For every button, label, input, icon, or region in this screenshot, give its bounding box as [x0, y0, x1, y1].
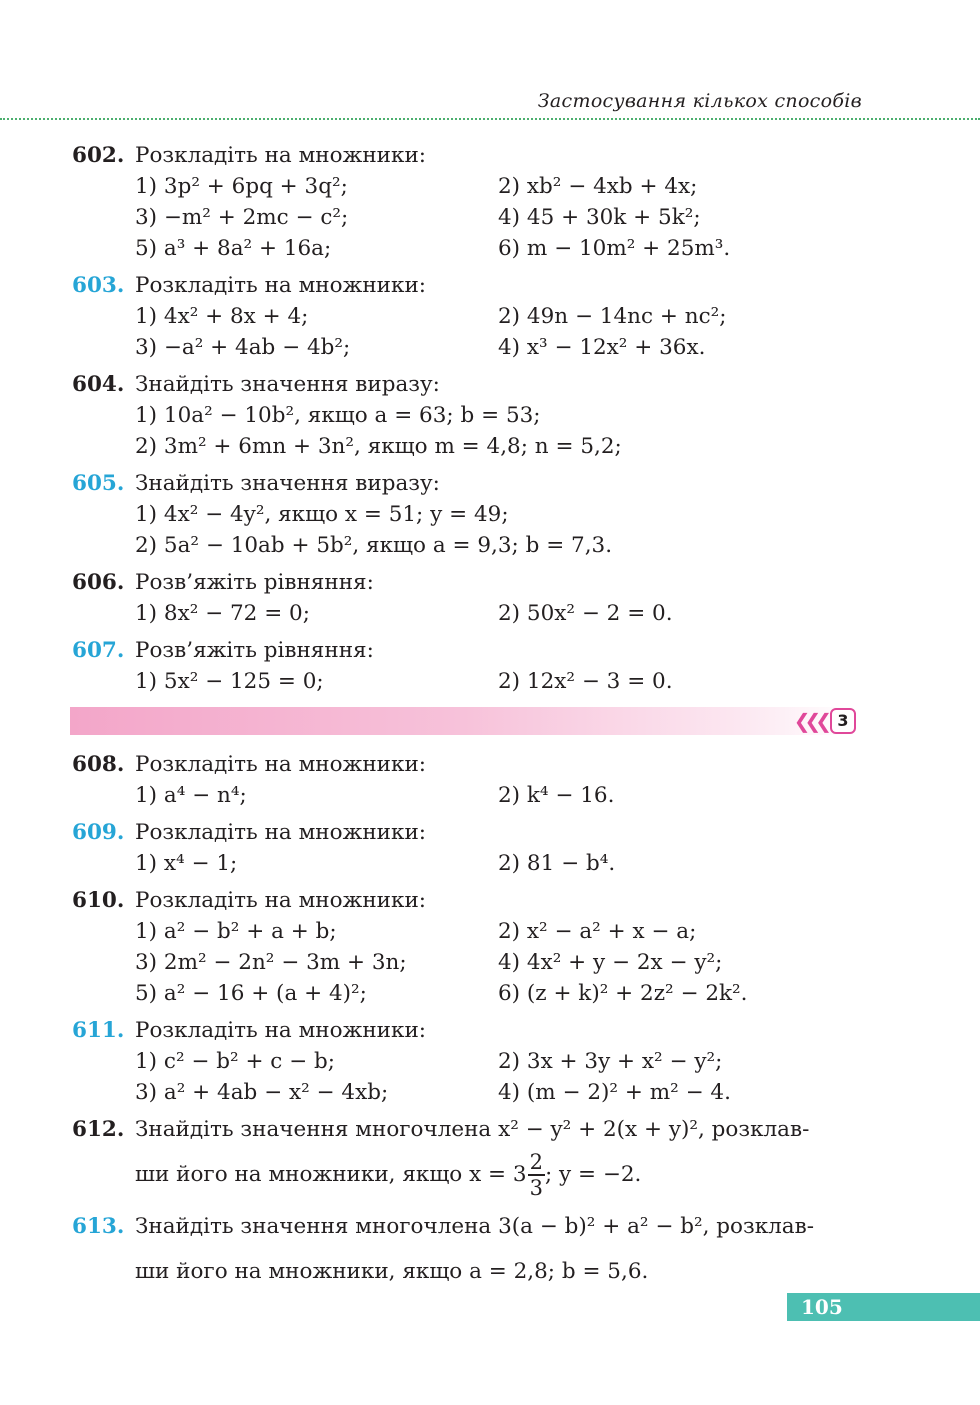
exercise-number: 604. [72, 372, 125, 397]
exercise-prompt: Розкладіть на множники: [135, 1018, 427, 1043]
exercise-prompt: Знайдіть значення виразу: [135, 471, 440, 496]
exercise-number: 603. [72, 273, 125, 298]
exercise-604 [72, 369, 872, 462]
exercise-602 [72, 140, 872, 264]
exercise-number: 602. [72, 143, 125, 168]
exercise-item: 2) 3m² + 6mn + 3n², якщо m = 4,8; n = 5,2; [135, 434, 622, 459]
exercise-611 [72, 1015, 872, 1108]
exercise-item: 2) x² − a² + x − a; [498, 919, 697, 944]
level-badge [794, 709, 856, 733]
fraction [528, 1150, 545, 1200]
exercise-item: 3) 2m² − 2n² − 3m + 3n; [135, 950, 407, 975]
exercise-item: 3) −a² + 4ab − 4b²; [135, 335, 351, 360]
exercise-item: 2) 5a² − 10ab + 5b², якщо a = 9,3; b = 7,3. [135, 533, 613, 558]
exercise-item: 2) xb² − 4xb + 4x; [498, 174, 698, 199]
exercise-item: 4) x³ − 12x² + 36x. [498, 335, 706, 360]
exercise-prompt: Розв’яжіть рівняння: [135, 570, 374, 595]
exercise-text-line1: Знайдіть значення многочлена 3(a − b)² + a² − b², розклав- [135, 1214, 814, 1239]
exercise-item: 2) 12x² − 3 = 0. [498, 669, 673, 694]
exercise-item: 6) m − 10m² + 25m³. [498, 236, 731, 261]
chevrons-icon: ❮❮❮ [793, 709, 826, 733]
exercise-prompt: Розкладіть на множники: [135, 143, 427, 168]
exercise-item: 1) 4x² + 8x + 4; [135, 304, 309, 329]
exercise-609 [72, 817, 872, 879]
exercise-item: 1) c² − b² + c − b; [135, 1049, 336, 1074]
exercise-item: 1) 4x² − 4y², якщо x = 51; y = 49; [135, 502, 509, 527]
exercise-item: 1) 5x² − 125 = 0; [135, 669, 324, 694]
exercise-number: 605. [72, 471, 125, 496]
exercise-number: 610. [72, 888, 125, 913]
exercise-items [135, 301, 872, 363]
exercise-item: 2) 50x² − 2 = 0. [498, 601, 673, 626]
exercise-text-line2: ши його на множники, якщо a = 2,8; b = 5,6. [135, 1259, 649, 1284]
exercise-603 [72, 270, 872, 363]
exercise-number: 609. [72, 820, 125, 845]
exercise-item: 1) 3p² + 6pq + 3q²; [135, 174, 348, 199]
exercise-items [135, 666, 872, 697]
exercise-item: 5) a² − 16 + (a + 4)²; [135, 981, 367, 1006]
exercise-item: 2) 81 − b⁴. [498, 851, 616, 876]
exercise-items [135, 400, 872, 462]
exercise-item: 3) −m² + 2mc − c²; [135, 205, 349, 230]
exercise-text-line1: Знайдіть значення многочлена x² − y² + 2(x + y)², розклав- [135, 1117, 810, 1142]
level-number: 3 [830, 708, 856, 734]
text-part: ; y = −2. [544, 1162, 642, 1187]
level-band [70, 707, 856, 735]
exercise-item: 1) a⁴ − n⁴; [135, 783, 247, 808]
exercise-items [135, 848, 872, 879]
exercise-items [135, 780, 872, 811]
page-content [72, 140, 872, 1308]
exercise-item: 1) x⁴ − 1; [135, 851, 238, 876]
exercise-605 [72, 468, 872, 561]
exercise-item: 6) (z + k)² + 2z² − 2k². [498, 981, 748, 1006]
exercise-606 [72, 567, 872, 629]
exercise-prompt: Розкладіть на множники: [135, 888, 427, 913]
exercise-item: 3) a² + 4ab − x² − 4xb; [135, 1080, 389, 1105]
exercise-608 [72, 749, 872, 811]
exercise-group-a [72, 140, 872, 697]
exercise-prompt: Розкладіть на множники: [135, 273, 427, 298]
exercise-number: 606. [72, 570, 125, 595]
exercise-items [135, 598, 872, 629]
exercise-number: 611. [72, 1018, 125, 1043]
exercise-item: 1) 8x² − 72 = 0; [135, 601, 310, 626]
exercise-items [135, 1046, 872, 1108]
dotted-divider [0, 118, 980, 120]
running-head: Застосування кількох способів [537, 90, 862, 112]
exercise-number: 613. [72, 1214, 125, 1239]
exercise-607 [72, 635, 872, 697]
exercise-item: 2) 3x + 3y + x² − y²; [498, 1049, 723, 1074]
exercise-prompt: Розв’яжіть рівняння: [135, 638, 374, 663]
fraction-numerator: 2 [529, 1150, 543, 1174]
exercise-number: 612. [72, 1117, 125, 1142]
exercise-text-line2 [135, 1145, 872, 1205]
exercise-number: 608. [72, 752, 125, 777]
exercise-item: 5) a³ + 8a² + 16a; [135, 236, 332, 261]
text-part: ши його на множники, якщо x = 3 [135, 1162, 527, 1187]
exercise-item: 2) 49n − 14nc + nc²; [498, 304, 727, 329]
exercise-prompt: Знайдіть значення виразу: [135, 372, 440, 397]
exercise-prompt: Розкладіть на множники: [135, 752, 427, 777]
exercise-613 [72, 1211, 872, 1302]
exercise-group-b [72, 749, 872, 1108]
fraction-denominator: 3 [529, 1176, 543, 1200]
exercise-items [135, 171, 872, 264]
exercise-item: 2) k⁴ − 16. [498, 783, 615, 808]
exercise-612 [72, 1114, 872, 1205]
exercise-item: 1) a² − b² + a + b; [135, 919, 337, 944]
exercise-items [135, 499, 872, 561]
exercise-items [135, 916, 872, 1009]
exercise-prompt: Розкладіть на множники: [135, 820, 427, 845]
exercise-item: 4) 4x² + y − 2x − y²; [498, 950, 723, 975]
exercise-item: 1) 10a² − 10b², якщо a = 63; b = 53; [135, 403, 541, 428]
exercise-item: 4) 45 + 30k + 5k²; [498, 205, 701, 230]
exercise-610 [72, 885, 872, 1009]
page-number: 105 [787, 1293, 980, 1321]
exercise-number: 607. [72, 638, 125, 663]
exercise-item: 4) (m − 2)² + m² − 4. [498, 1080, 731, 1105]
